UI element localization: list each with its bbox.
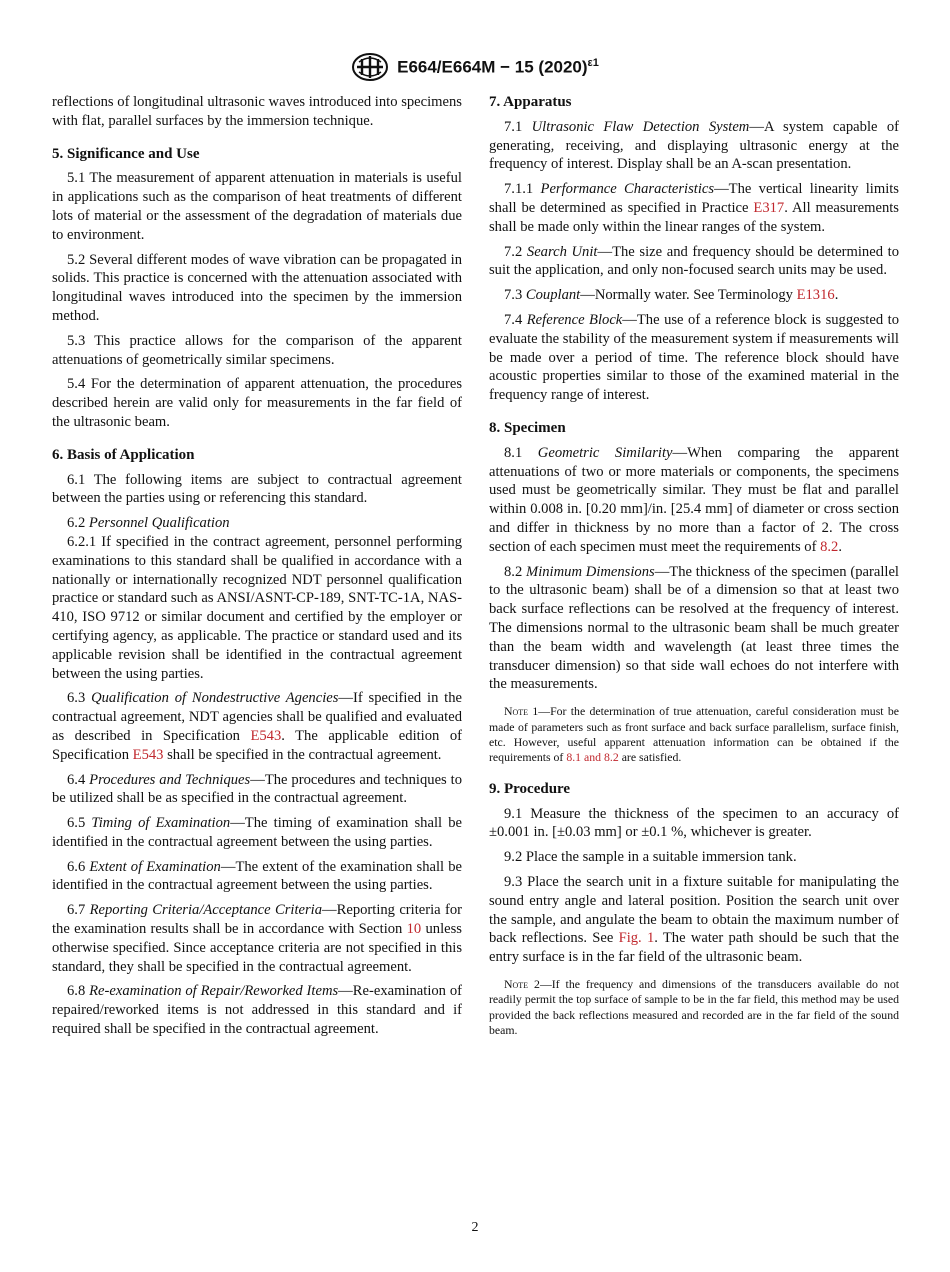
- ref-section-10-link[interactable]: 10: [406, 921, 422, 938]
- section-6-heading: 6. Basis of Application: [52, 446, 195, 463]
- paragraph-5-1: 5.1 The measurement of apparent attenuation in materials is useful in applications such as the comparison of heat treatments of different lots of material or the assessment of the degradation of materials due to environment.: [52, 170, 462, 243]
- paragraph-6-8: 6.8 Re-examination of Repair/Reworked Items—Re-examination of repaired/reworked items is not addressed in this standard and if required shall be specified in the contractual agreement.: [52, 983, 462, 1038]
- paragraph-6-6: 6.6 Extent of Examination—The extent of the examination shall be identified in the contractual agreement between the using parties.: [52, 858, 462, 894]
- ref-e1316-link[interactable]: E1316: [796, 287, 835, 304]
- section-5-heading: 5. Significance and Use: [52, 145, 200, 162]
- paragraph-6-2-1: 6.2.1 If specified in the contract agreement, personnel performing examinations to this standard shall be qualified in accordance with a nationally or internationally recognized NDT personnel qualification practice or standard such as ANSI/ASNT-CP-189, SNT-TC-1A, NAS-410, ISO 9712 or similar document and certified by the employer or certifying agency, as applicable. The practice or standard used and its applicable revision shall be identified in the contractual agreement between the using parties.: [52, 533, 462, 682]
- paragraph-9-3: 9.3 Place the search unit in a fixture suitable for manipulating the sound entry angle and lateral position. Position the search unit over the sample, and angulate the beam to obtain the maximum number of back reflections. See Fig. 1. The water path should be such that the entry surface is in the far field of the ultrasonic beam.: [489, 873, 899, 966]
- paragraph-7-1-1: 7.1.1 Performance Characteristics—The vertical linearity limits shall be determined as specified in Practice E317. All measurements shall be made only within the linear ranges of the system.: [489, 181, 899, 235]
- paragraph-9-2: 9.2 Place the sample in a suitable immersion tank.: [504, 849, 797, 866]
- right-column: [489, 93, 899, 1051]
- paragraph-6-1: 6.1 The following items are subject to contractual agreement between the parties using or referencing this standard.: [52, 471, 462, 507]
- paragraph-8-2: 8.2 Minimum Dimensions—The thickness of the specimen (parallel to the ultrasonic beam) shall be of a dimension so that at least two back surface reflections can be resolved at the frequency of interest. The dimensions normal to the ultrasonic beam shall be much greater than the beam width and wavelength (at least three times the transducer dimension) so that side wall echoes do not interfere with the measurements.: [489, 563, 899, 693]
- paragraph-7-1: 7.1 Ultrasonic Flaw Detection System—A system capable of generating, receiving, and displaying ultrasonic energy at the frequency of interest. Display shall be an A-scan presentation.: [489, 118, 899, 173]
- note-1: Note 1—For the determination of true attenuation, careful consideration must be made of parameters such as front surface and back surface parallelism, surface finish, etc. However, useful apparent attenuation information can be obtained if the requirements of 8.1 and 8.2 are satisfied.: [489, 704, 900, 765]
- ref-e543-link-2[interactable]: E543: [132, 746, 164, 763]
- paragraph-6-2: 6.2 Personnel Qualification: [67, 515, 230, 532]
- section-8-heading: 8. Specimen: [489, 419, 566, 436]
- ref-e317-link[interactable]: E317: [753, 199, 785, 216]
- page-number: 2: [471, 1220, 479, 1235]
- document-designation: E664/E664M − 15 $(2020)^{\varepsilon 1}$: [397, 56, 599, 77]
- paragraph-7-4: 7.4 Reference Block—The use of a reference block is suggested to evaluate the stability of the measurement system if measurements will be made over a period of time. The reference block should have acoustic properties similar to those of the examined material in the frequency range of interest.: [489, 311, 899, 404]
- ref-8-1-8-2-link[interactable]: 8.1 and 8.2: [566, 750, 619, 765]
- paragraph-9-1: 9.1 Measure the thickness of the specimen to an accuracy of ±0.001 in. [±0.03 mm] or ±0.1 %, whichever is greater.: [489, 805, 899, 841]
- section-9-heading: 9. Procedure: [489, 780, 571, 797]
- intro-paragraph: reflections of longitudinal ultrasonic waves introduced into specimens with flat, parallel surfaces by the immersion technique.: [52, 94, 462, 129]
- paragraph-7-2: 7.2 Search Unit—The size and frequency should be determined to suit the application, and only non-focused search units may be used.: [489, 243, 899, 279]
- astm-logo: [351, 52, 389, 82]
- ref-8-2-link[interactable]: 8.2: [820, 538, 839, 555]
- page-header: [0, 52, 950, 87]
- paragraph-8-1: 8.1 Geometric Similarity—When comparing the apparent attenuations of two or more materials or components, the specimens used must be geometrically similar. They must be flat and parallel within 0.008 in. [0.20 mm]/in. [25.4 mm] of diameter or cross section and differ in thickness by no more than a factor of 2. The cross section of each specimen must meet the requirements of 8.2.: [489, 444, 900, 555]
- paragraph-7-3: 7.3 Couplant—Normally water. See Terminology E1316.: [504, 287, 839, 304]
- paragraph-5-3: 5.3 This practice allows for the comparison of the apparent attenuations of geometrically similar specimens.: [52, 332, 462, 368]
- edition-superscript: ε1: [587, 56, 599, 69]
- paragraph-6-7: 6.7 Reporting Criteria/Acceptance Criteria—Reporting criteria for the examination results shall be in accordance with Section 10 unless otherwise specified. Since acceptance criteria are not specified in this standard, they shall be specified in the contractual agreement.: [52, 902, 462, 975]
- section-7-heading: 7. Apparatus: [489, 94, 572, 110]
- paragraph-5-2: 5.2 Several different modes of wave vibration can be propagated in solids. This practice is concerned with the attenuation associated with longitudinal waves introduced into the specimen by the immersion method.: [52, 251, 462, 324]
- paragraph-6-5: 6.5 Timing of Examination—The timing of examination shall be identified in the contractual agreement between the using parties.: [52, 815, 462, 850]
- ref-fig-1-link[interactable]: Fig. 1: [618, 930, 655, 947]
- left-column: [52, 93, 462, 1045]
- note-2: Note 2—If the frequency and dimensions of the transducers available do not readily permit the top surface of sample to be in the far field, this method may be used provided the back reflections measured and recorded are in the far field of the sound beam.: [489, 976, 899, 1038]
- ref-e543-link[interactable]: E543: [250, 727, 282, 744]
- paragraph-6-4: 6.4 Procedures and Techniques—The procedures and techniques to be utilized shall be as specified in the contractual agreement.: [52, 771, 462, 807]
- paragraph-5-4: 5.4 For the determination of apparent attenuation, the procedures described herein are valid only for measurements in the far field of the ultrasonic beam.: [52, 376, 462, 430]
- paragraph-6-3: 6.3 Qualification of Nondestructive Agencies—If specified in the contractual agreement, NDT agencies shall be qualified and evaluated as described in Specification E543. The applicable edition of Specification E543 shall be specified in the contractual agreement.: [52, 690, 462, 763]
